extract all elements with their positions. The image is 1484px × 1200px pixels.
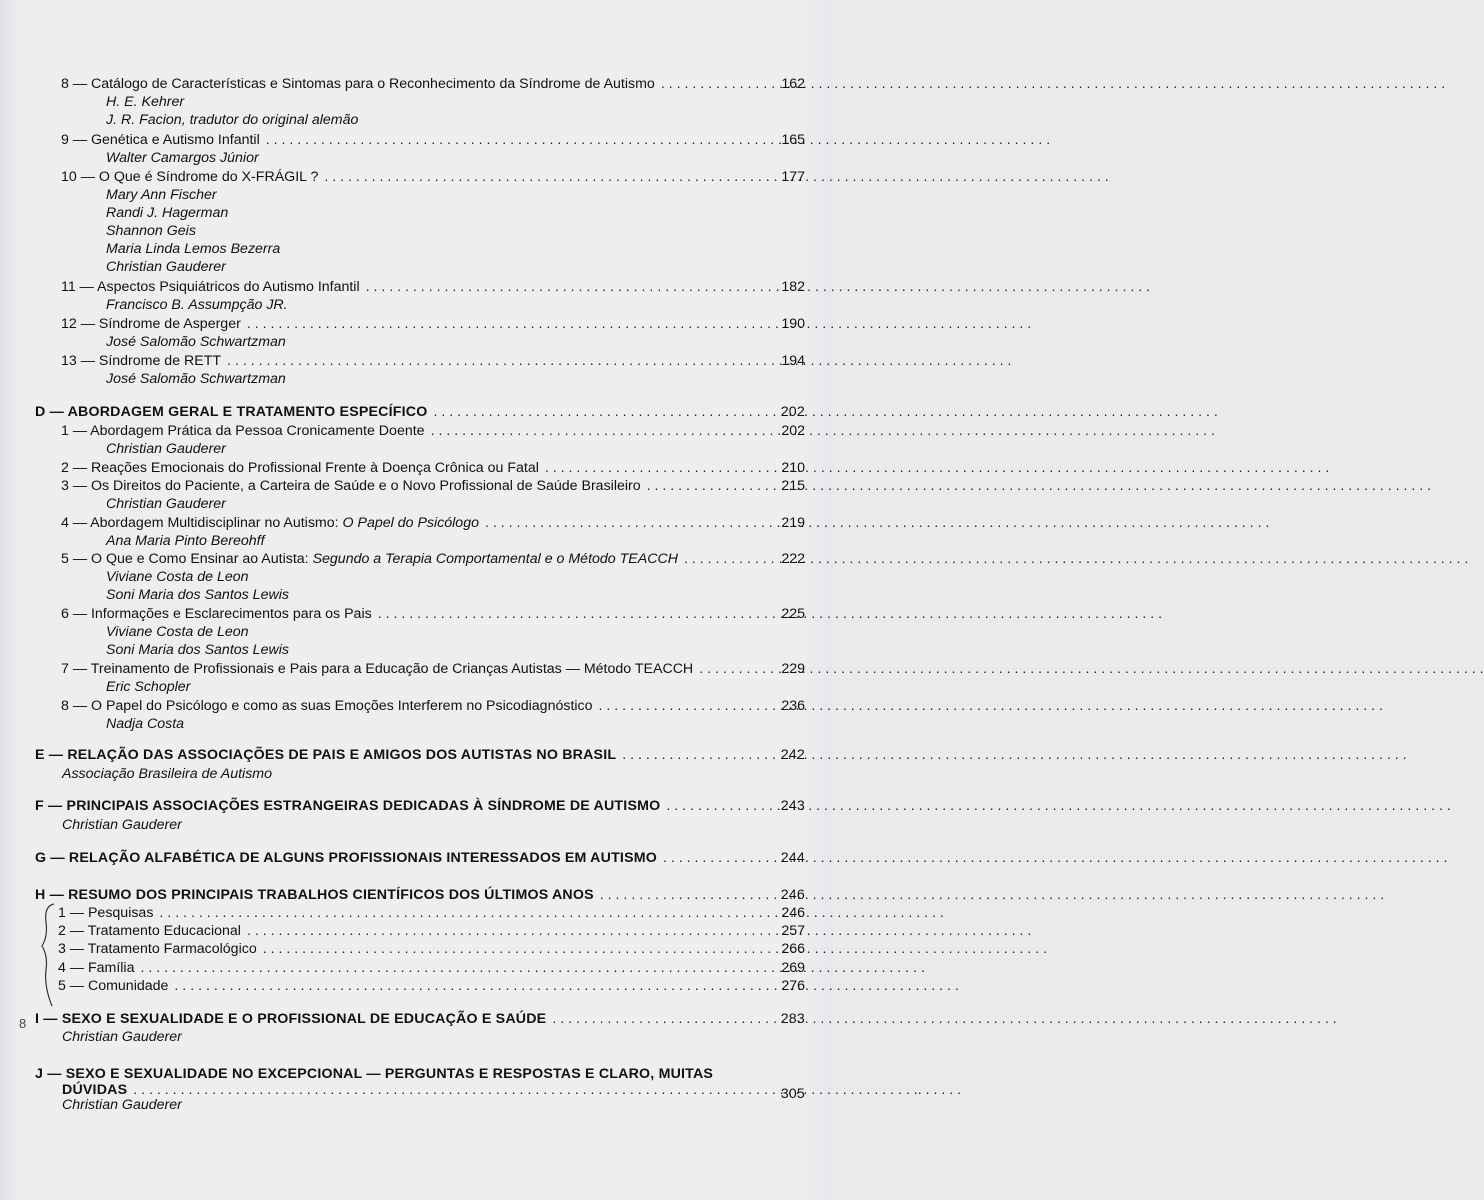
toc-entry-h5[interactable]: 5 — Comunidade . . . 276 (58, 978, 805, 996)
author: Christian Gauderer (62, 817, 182, 833)
author: Soni Maria dos Santos Lewis (106, 587, 289, 603)
author: Viviane Costa de Leon (106, 569, 249, 585)
author: Maria Linda Lemos Bezerra (106, 241, 281, 257)
toc-section-e[interactable]: E — RELAÇÃO DAS ASSOCIAÇÕES DE PAIS E AMIGOS DOS AUTISTAS NO BRASIL . . . 242 (35, 747, 805, 765)
handwritten-bracket-mark (38, 902, 60, 1012)
author: José Salomão Schwartzman (106, 334, 286, 350)
toc-entry-h3[interactable]: 3 — Tratamento Farmacológico . . . 266 (58, 941, 805, 959)
toc-section-h[interactable]: H — RESUMO DOS PRINCIPAIS TRABALHOS CIENTÍFICOS DOS ÚLTIMOS ANOS . . . 246 (35, 887, 805, 905)
toc-entry-c12[interactable]: 12 — Síndrome de Asperger . . . 190 (61, 316, 805, 334)
toc-entry-c11[interactable]: 11 — Aspectos Psiquiátricos do Autismo Infantil . . . 182 (61, 279, 805, 297)
toc-section-g[interactable]: G — RELAÇÃO ALFABÉTICA DE ALGUNS PROFISSIONAIS INTERESSADOS EM AUTISMO . . . 244 (35, 850, 805, 868)
author: Soni Maria dos Santos Lewis (106, 642, 289, 658)
author: Eric Schopler (106, 679, 191, 695)
author: Ana Maria Pinto Bereohff (106, 533, 265, 549)
toc-section-d[interactable]: D — ABORDAGEM GERAL E TRATAMENTO ESPECÍFICO . . . 202 (35, 404, 805, 422)
author: Associação Brasileira de Autismo (62, 766, 273, 782)
toc-entry-d1[interactable]: 1 — Abordagem Prática da Pessoa Cronicamente Doente . . . 202 (61, 423, 805, 441)
author: Christian Gauderer (106, 496, 226, 512)
toc-section-j-line1[interactable]: J — SEXO E SEXUALIDADE NO EXCEPCIONAL — PERGUNTAS E RESPOSTAS E CLARO, MUITAS (35, 1066, 714, 1082)
toc-section-j[interactable]: DÚVIDAS . . . . . . . . . 305 (62, 1082, 805, 1100)
toc-entry-h2[interactable]: 2 — Tratamento Educacional . . . 257 (58, 923, 805, 941)
author: J. R. Facion, tradutor do original alemão (106, 112, 359, 128)
author: Christian Gauderer (62, 1097, 182, 1113)
toc-entry-c9[interactable]: 9 — Genética e Autismo Infantil . . . 165 (61, 132, 805, 150)
author: Walter Camargos Júnior (106, 150, 259, 166)
toc-entry-h1[interactable]: 1 — Pesquisas . . . 246 (58, 905, 805, 923)
toc-entry-d4[interactable]: 4 — Abordagem Multidisciplinar no Autismo: O Papel do Psicólogo . . . 219 (61, 515, 805, 533)
author: Viviane Costa de Leon (106, 624, 249, 640)
author: Francisco B. Assumpção JR. (106, 297, 288, 313)
toc-entry-d7[interactable]: 7 — Treinamento de Profissionais e Pais para a Educação de Crianças Autistas — Método TEACCH . . . 229 (61, 661, 805, 679)
toc-entry-h4[interactable]: 4 — Família . . . 269 (58, 960, 805, 978)
toc-entry-c13[interactable]: 13 — Síndrome de RETT . . . 194 (61, 353, 805, 371)
toc-entry-d8[interactable]: 8 — O Papel do Psicólogo e como as suas Emoções Interferem no Psicodiagnóstico . . . 236 (61, 698, 805, 716)
author: Christian Gauderer (106, 259, 226, 275)
author: Christian Gauderer (106, 441, 226, 457)
toc-entry-c10[interactable]: 10 — O Que é Síndrome do X-FRÁGIL ? . . . 177 (61, 169, 805, 187)
toc-section-f[interactable]: F — PRINCIPAIS ASSOCIAÇÕES ESTRANGEIRAS DEDICADAS À SÍNDROME DE AUTISMO . . . 243 (35, 798, 805, 816)
toc-entry-c8[interactable]: 8 — Catálogo de Características e Sintomas para o Reconhecimento da Síndrome de Autismo . . . 162 (61, 76, 805, 94)
author: Christian Gauderer (62, 1029, 182, 1045)
toc-entry-d2[interactable]: 2 — Reações Emocionais do Profissional Frente à Doença Crônica ou Fatal . . . 210 (61, 460, 805, 478)
toc-entry-d5[interactable]: 5 — O Que e Como Ensinar ao Autista: Segundo a Terapia Comportamental e o Método TEACCH . . . 222 (61, 551, 805, 569)
toc-entry-d6[interactable]: 6 — Informações e Esclarecimentos para os Pais . . . 225 (61, 606, 805, 624)
author: Nadja Costa (106, 716, 185, 732)
author: José Salomão Schwartzman (106, 371, 286, 387)
author: H. E. Kehrer (106, 94, 185, 110)
author: Randi J. Hagerman (106, 205, 229, 221)
toc-section-i[interactable]: I — SEXO E SEXUALIDADE E O PROFISSIONAL DE EDUCAÇÃO E SAÚDE . . . 283 (35, 1011, 805, 1029)
margin-mark: 8 (19, 1016, 27, 1031)
toc-entry-d3[interactable]: 3 — Os Direitos do Paciente, a Carteira de Saúde e o Novo Profissional de Saúde Brasileiro . . . 215 (61, 478, 805, 496)
author: Mary Ann Fischer (106, 187, 217, 203)
author: Shannon Geis (106, 223, 196, 239)
